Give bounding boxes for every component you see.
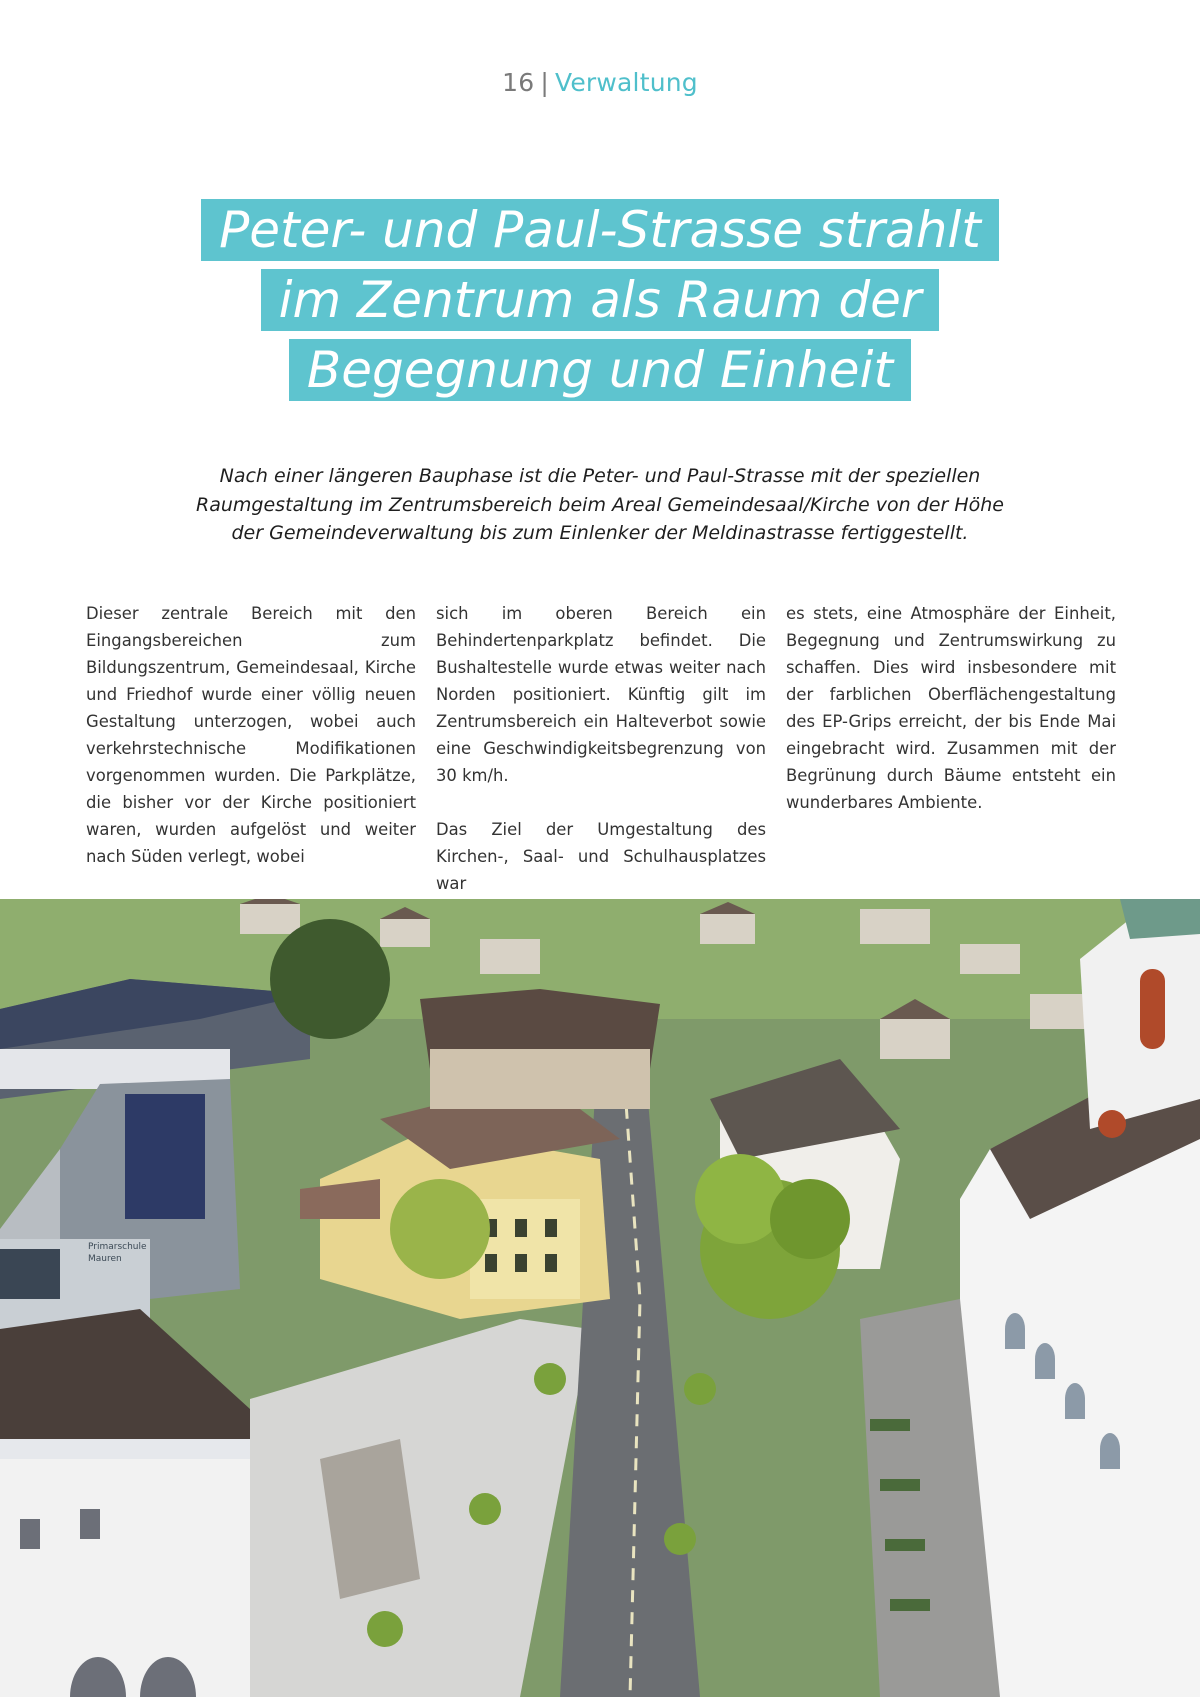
- body-column-3: [786, 600, 1116, 924]
- school-sign-line-1: Primarschule: [88, 1242, 147, 1252]
- body-paragraph: Das Ziel der Umgestaltung des Kirchen-, Saal- und Schulhausplatzes war: [436, 820, 766, 893]
- lead-line-3: der Gemeindeverwaltung bis zum Einlenker der Meldinastrasse fertiggestellt.: [231, 522, 969, 544]
- lead-line-1: Nach einer längeren Bauphase ist die Peter- und Paul-Strasse mit der speziellen: [219, 465, 981, 487]
- page-header: [0, 68, 1200, 97]
- body-paragraph: sich im oberen Bereich ein Behindertenparkplatz befindet. Die Bushaltestelle wurde etwas weiter nach Norden positioniert. Künftig gilt im Zentrumsbereich ein Halteverbot sowie eine Geschwindigkeitsbegrenzung von 30 km/h.: [436, 604, 766, 785]
- header-separator: |: [540, 68, 549, 97]
- school-sign-line-2: Mauren: [88, 1254, 122, 1264]
- article-title: [0, 199, 1200, 409]
- section-name: Verwaltung: [554, 68, 698, 97]
- lead-line-2: Raumgestaltung im Zentrumsbereich beim Areal Gemeindesaal/Kirche von der Höhe: [196, 493, 1004, 516]
- aerial-photo: [0, 899, 1200, 1697]
- body-paragraph: es stets, eine Atmosphäre der Einheit, Begegnung und Zentrumswirkung zu schaffen. Dies wird insbesondere mit der farblichen Oberflächengestaltung des EP-Grips erreicht, der bis Ende Mai eingebracht wird. Zusammen mit der Begrünung durch Bäume entsteht ein wunderbares Ambiente.: [786, 604, 1116, 812]
- page-number: 16: [502, 68, 535, 97]
- aerial-photo-illustration: [0, 899, 1200, 1697]
- article-lead: [140, 462, 1060, 548]
- body-column-1: [86, 600, 416, 924]
- title-line-3: Begegnung und Einheit: [289, 339, 911, 401]
- body-column-2: [436, 600, 766, 924]
- title-line-2: im Zentrum als Raum der: [261, 269, 940, 331]
- article-body: [86, 600, 1116, 924]
- title-line-1: Peter- und Paul-Strasse strahlt: [201, 199, 999, 261]
- body-paragraph: Dieser zentrale Bereich mit den Eingangsbereichen zum Bildungszentrum, Gemeindesaal, Kirche und Friedhof wurde einer völlig neuen Gestaltung unterzogen, wobei auch verkehrstechnische Modifikationen vorgenommen wurden. Die Parkplätze, die bisher vor der Kirche positioniert waren, wurden aufgelöst und weiter nach Süden verlegt, wobei: [86, 604, 416, 866]
